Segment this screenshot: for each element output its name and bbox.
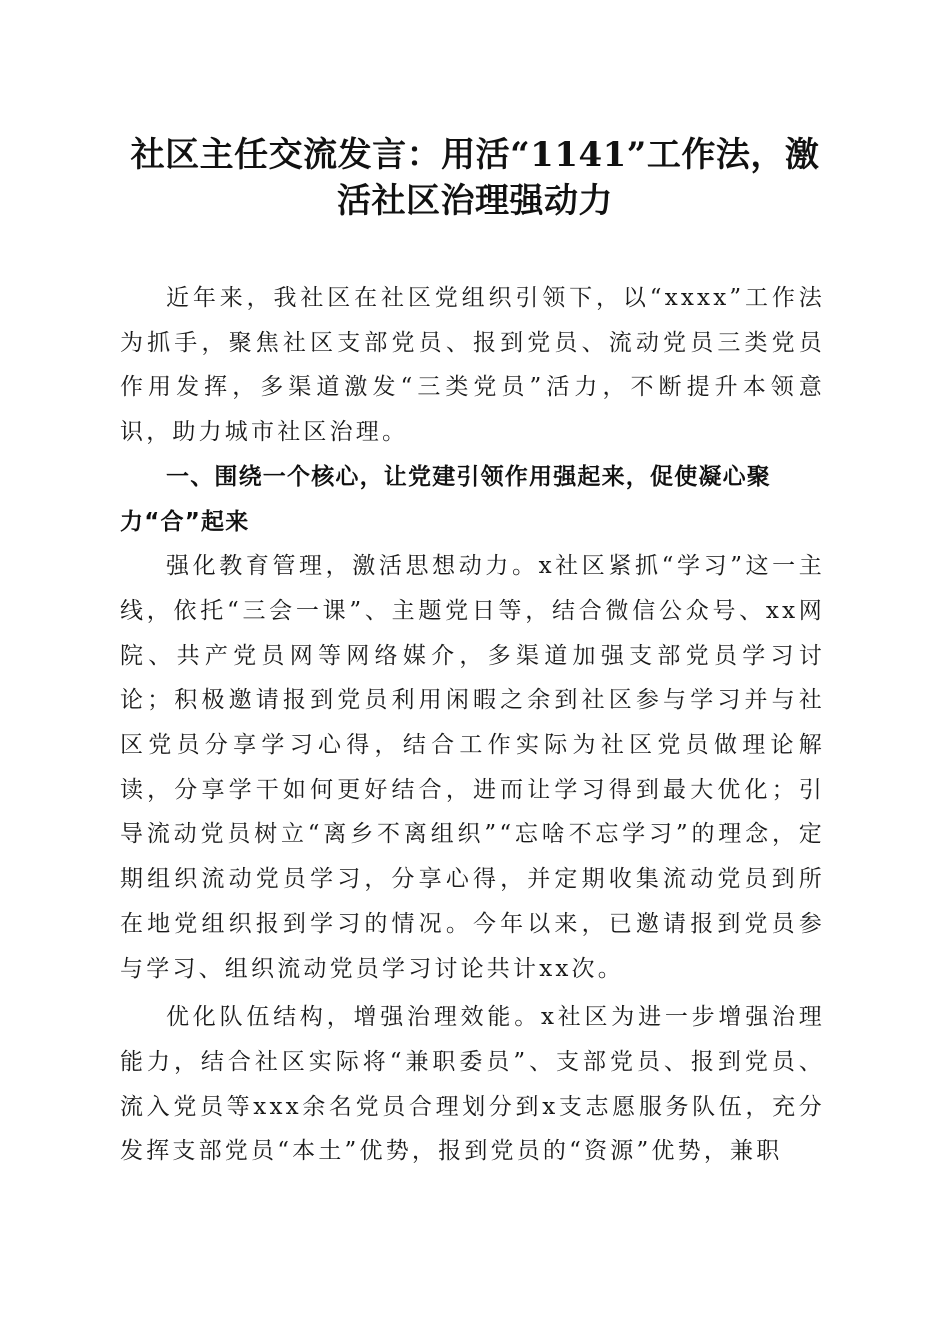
title-line-2: 活社区治理强动力 [337,181,613,221]
document-title [110,132,840,224]
section-heading-1: 一、围绕一个核心，让党建引领作用强起来，促使凝心聚力“合”起来 [120,463,771,535]
body-paragraph-education: 强化教育管理，激活思想动力。x社区紧抓“学习”这一主线，依托“三会一课”、主题党日等，结合微信公众号、xx网院、共产党员网等网络媒介，多渠道加强支部党员学习讨论；积极邀请报到党员利用闲暇之余到社区参与学习并与社区党员分享学习心得，结合工作实际为社区党员做理论解读，分享学干如何更好结合，进而让学习得到最大优化；引导流动党员树立“离乡不离组织”“忘啥不忘学习”的理念，定期组织流动党员学习，分享心得，并定期收集流动党员到所在地党组织报到学习的情况。今年以来，已邀请报到党员参与学习、组织流动党员学习讨论共计xx次。 [120,553,825,982]
title-line-1: 社区主任交流发言：用活“1141”工作法，激 [130,135,820,175]
intro-paragraph: 近年来，我社区在社区党组织引领下，以“xxxx”工作法为抓手，聚焦社区支部党员、报到党员、流动党员三类党员作用发挥，多渠道激发“三类党员”活力，不断提升本领意识，助力城市社区治理。 [120,285,825,446]
body-paragraph-team: 优化队伍结构，增强治理效能。x社区为进一步增强治理能力，结合社区实际将“兼职委员”、支部党员、报到党员、流入党员等xxx余名党员合理划分到x支志愿服务队伍，充分发挥支部党员“本土”优势，报到党员的“资源”优势，兼职 [120,1004,825,1165]
document-body [120,276,825,1174]
